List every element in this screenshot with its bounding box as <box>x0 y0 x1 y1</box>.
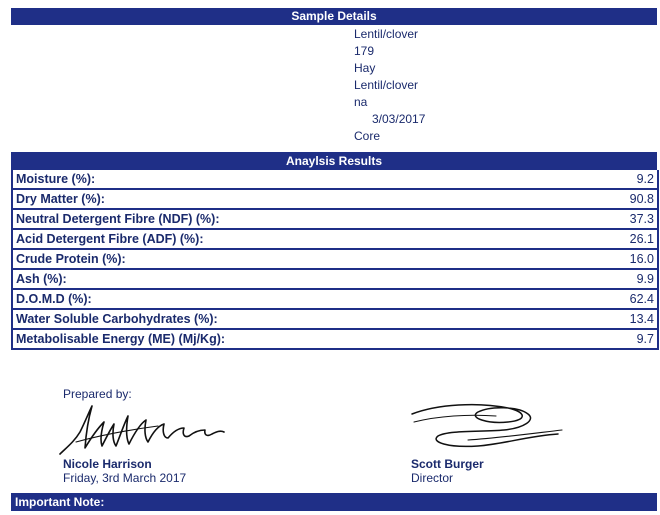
table-row <box>13 230 657 250</box>
table-row <box>13 330 657 350</box>
result-value: 9.2 <box>636 172 654 186</box>
table-row <box>13 250 657 270</box>
prepared-by-label: Prepared by: <box>63 387 132 401</box>
result-label: Metabolisable Energy (ME) (Mj/Kg): <box>16 332 226 346</box>
preparer-signature <box>58 402 228 458</box>
detail-value: Hay <box>354 61 376 75</box>
result-label: Neutral Detergent Fibre (NDF) (%): <box>16 212 220 226</box>
sample-details-header: Sample Details <box>11 8 657 25</box>
result-value: 9.7 <box>636 332 654 346</box>
result-label: Moisture (%): <box>16 172 96 186</box>
analysis-results-header: Anaylsis Results <box>11 152 657 170</box>
result-value: 13.4 <box>629 312 654 326</box>
table-row <box>13 310 657 330</box>
detail-value: Core <box>354 129 381 143</box>
result-label: Acid Detergent Fibre (ADF) (%): <box>16 232 204 246</box>
result-value: 90.8 <box>629 192 654 206</box>
director-title: Director <box>411 471 454 485</box>
director-name: Scott Burger <box>411 457 484 471</box>
preparer-date: Friday, 3rd March 2017 <box>63 471 187 485</box>
result-value: 9.9 <box>636 272 654 286</box>
result-value: 62.4 <box>629 292 654 306</box>
table-row <box>13 170 657 190</box>
table-row <box>13 190 657 210</box>
result-value: 16.0 <box>629 252 654 266</box>
result-value: 37.3 <box>629 212 654 226</box>
result-label: Ash (%): <box>16 272 67 286</box>
table-row <box>13 290 657 310</box>
result-value: 26.1 <box>629 232 654 246</box>
detail-value: na <box>354 95 368 109</box>
detail-value: 3/03/2017 <box>372 112 426 126</box>
analysis-results-table <box>11 170 659 350</box>
table-row <box>13 210 657 230</box>
result-label: Dry Matter (%): <box>16 192 105 206</box>
result-label: D.O.M.D (%): <box>16 292 92 306</box>
detail-value: 179 <box>354 44 375 58</box>
result-label: Water Soluble Carbohydrates (%): <box>16 312 218 326</box>
table-row <box>13 270 657 290</box>
detail-value: Lentil/clover <box>354 78 419 92</box>
detail-value: Lentil/clover <box>354 27 419 41</box>
preparer-name: Nicole Harrison <box>63 457 152 471</box>
important-note-bar: Important Note: <box>11 493 657 511</box>
director-signature <box>408 400 568 454</box>
result-label: Crude Protein (%): <box>16 252 126 266</box>
